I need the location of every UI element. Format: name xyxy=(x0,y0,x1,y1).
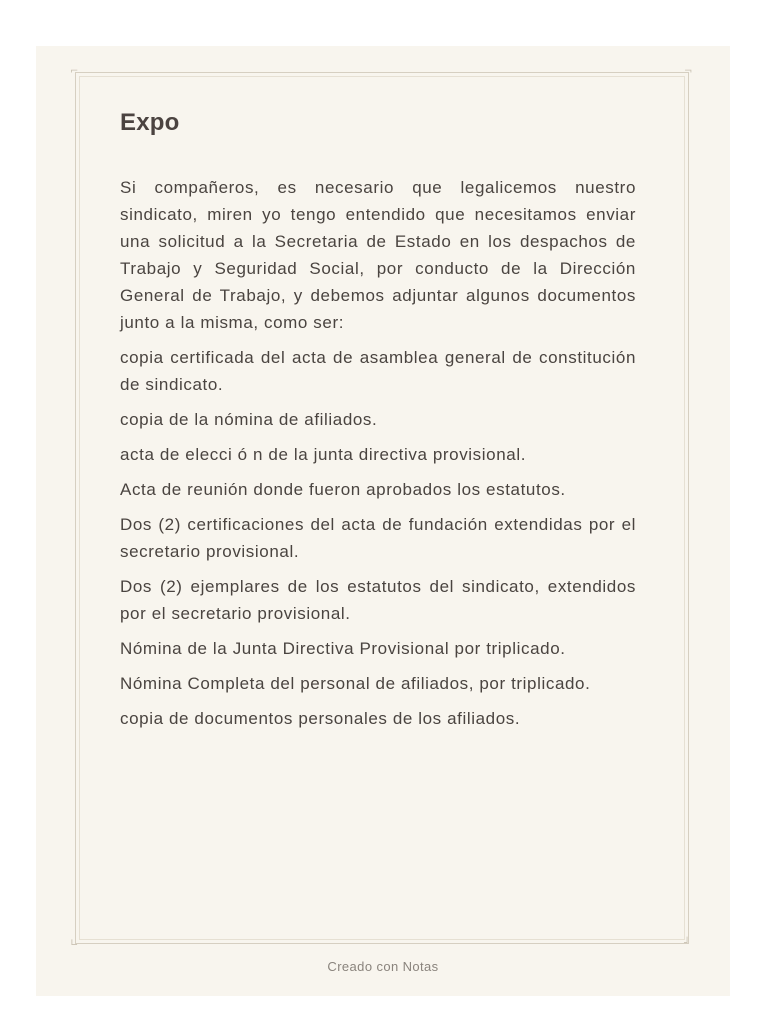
note-content xyxy=(120,108,636,740)
note-title: Expo xyxy=(120,109,180,136)
note-paragraph: Dos (2) certificaciones del acta de fundación extendidas por el secretario provisional. xyxy=(120,515,636,561)
corner-ornament-icon: ¬ xyxy=(684,66,693,77)
note-paragraph: copia de documentos personales de los afiliados. xyxy=(120,709,521,728)
corner-ornament-icon: ⌐ xyxy=(70,66,79,77)
corner-ornament-icon: ∟ xyxy=(70,938,79,949)
note-paragraph: copia certificada del acta de asamblea general de constitución de sindicato. xyxy=(120,348,636,394)
note-paragraph: Dos (2) ejemplares de los estatutos del sindicato, extendidos por el secretario provisional. xyxy=(120,577,636,623)
note-page xyxy=(36,46,730,996)
note-paragraph: Acta de reunión donde fueron aprobados los estatutos. xyxy=(120,480,566,499)
note-paragraph: acta de elecci ó n de la junta directiva provisional. xyxy=(120,445,527,464)
note-paragraph: Si compañeros, es necesario que legalicemos nuestro sindicato, miren yo tengo entendido que necesitamos enviar una solicitud a la Secretaria de Estado en los despachos de Trabajo y Seguridad Social, por conducto de la Dirección General de Trabajo, y debemos adjuntar algunos documentos junto a la misma, como ser: xyxy=(120,178,636,332)
note-paragraph: Nómina Completa del personal de afiliados, por triplicado. xyxy=(120,674,591,693)
note-paragraph: copia de la nómina de afiliados. xyxy=(120,410,378,429)
corner-ornament-icon: ┘ xyxy=(684,938,691,949)
footer-credit: Creado con Notas xyxy=(327,959,439,974)
note-paragraph: Nómina de la Junta Directiva Provisional por triplicado. xyxy=(120,639,566,658)
